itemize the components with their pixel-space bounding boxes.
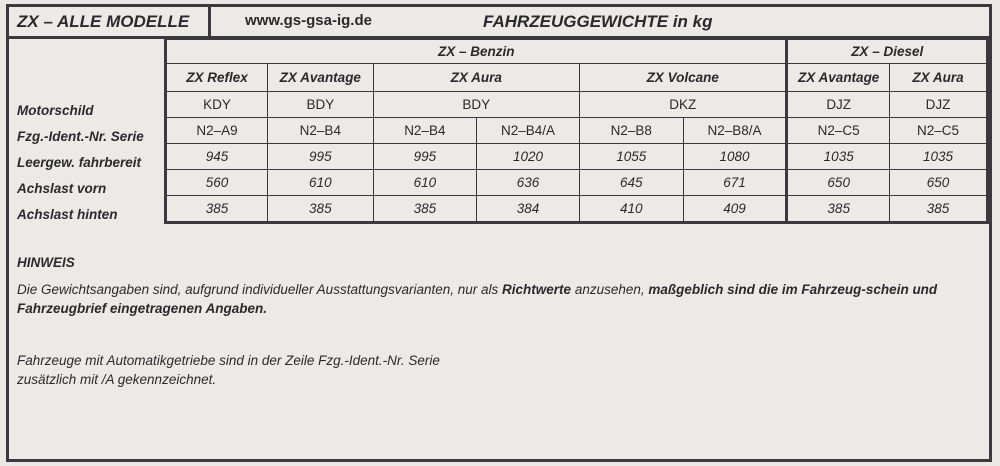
leergewicht-row — [166, 144, 988, 170]
table-cell: 1035 — [787, 144, 890, 170]
row-label-leergewicht: Leergew. fahrbereit — [17, 155, 142, 170]
table-cell: DJZ — [889, 92, 987, 118]
table-cell: DJZ — [787, 92, 890, 118]
row-label-motorschild: Motorschild — [17, 103, 94, 118]
row-label-ident: Fzg.-Ident.-Nr. Serie — [17, 129, 144, 144]
table-cell: N2–B4 — [373, 118, 477, 144]
table-cell: 945 — [166, 144, 268, 170]
model-cell: ZX Aura — [889, 64, 987, 92]
table-cell: 610 — [373, 170, 477, 196]
table-cell: 385 — [787, 196, 890, 223]
table-cell: BDY — [268, 92, 373, 118]
note-heading: HINWEIS — [17, 255, 75, 270]
table-cell: 385 — [889, 196, 987, 223]
table-cell: 1055 — [579, 144, 683, 170]
group-row — [166, 40, 988, 64]
table-cell: N2–C5 — [889, 118, 987, 144]
row-label-achslast-hinten: Achslast hinten — [17, 207, 118, 222]
table-cell: N2–B4/A — [477, 118, 580, 144]
table-cell: KDY — [166, 92, 268, 118]
table-cell: N2–B8 — [579, 118, 683, 144]
ident-row — [166, 118, 988, 144]
table-cell: 610 — [268, 170, 373, 196]
table-cell: 410 — [579, 196, 683, 223]
table-cell: 1035 — [889, 144, 987, 170]
table-cell: 671 — [683, 170, 787, 196]
model-cell: ZX Avantage — [787, 64, 890, 92]
table-cell: N2–A9 — [166, 118, 268, 144]
table-cell: 645 — [579, 170, 683, 196]
note-text: zusätzlich mit /A gekennzeichnet. — [17, 372, 217, 387]
model-cell: ZX Volcane — [579, 64, 786, 92]
model-cell: ZX Aura — [373, 64, 579, 92]
note-paragraph-1 — [17, 280, 977, 318]
table-cell: 560 — [166, 170, 268, 196]
weights-table — [164, 39, 989, 224]
model-cell: ZX Avantage — [268, 64, 373, 92]
table-cell: 650 — [889, 170, 987, 196]
table-cell: BDY — [373, 92, 579, 118]
table-cell: 385 — [166, 196, 268, 223]
table-cell: 1020 — [477, 144, 580, 170]
table-cell: 385 — [373, 196, 477, 223]
table-cell: 409 — [683, 196, 787, 223]
achslast-vorn-row — [166, 170, 988, 196]
row-label-achslast-vorn: Achslast vorn — [17, 181, 107, 196]
model-cell: ZX Reflex — [166, 64, 268, 92]
table-cell: 384 — [477, 196, 580, 223]
note-paragraph-2 — [17, 351, 617, 389]
achslast-hinten-row — [166, 196, 988, 223]
website-url: www.gs-gsa-ig.de — [245, 12, 372, 29]
model-row — [166, 64, 988, 92]
table-cell: 650 — [787, 170, 890, 196]
note-text: Fahrzeuge mit Automatikgetriebe sind in der Zeile Fzg.-Ident.-Nr. Serie — [17, 353, 440, 368]
note-text: Die Gewichtsangaben sind, aufgrund individueller Ausstattungsvarianten, nur als — [17, 282, 503, 297]
table-cell: 1080 — [683, 144, 787, 170]
weights-sheet — [6, 4, 992, 462]
table-cell: DKZ — [579, 92, 786, 118]
sheet-title: FAHRZEUGGEWICHTE in kg — [483, 12, 713, 31]
table-cell: N2–B8/A — [683, 118, 787, 144]
sheet-header — [9, 7, 989, 39]
table-cell: 995 — [373, 144, 477, 170]
model-range-title: ZX – ALLE MODELLE — [9, 7, 211, 36]
table-cell: 385 — [268, 196, 373, 223]
group-diesel: ZX – Diesel — [787, 40, 988, 64]
note-emphasis: Richtwerte — [502, 282, 572, 297]
group-benzin: ZX – Benzin — [166, 40, 787, 64]
table-cell: N2–B4 — [268, 118, 373, 144]
note-text: anzusehen, — [571, 282, 649, 297]
row-labels — [17, 98, 144, 228]
motorschild-row — [166, 92, 988, 118]
table-cell: 995 — [268, 144, 373, 170]
table-cell: N2–C5 — [787, 118, 890, 144]
table-cell: 636 — [477, 170, 580, 196]
note-emphasis: maßgeblich sind die im Fahrzeug-schein und Fahrzeugbrief eingetragenen Angaben. — [17, 282, 938, 316]
